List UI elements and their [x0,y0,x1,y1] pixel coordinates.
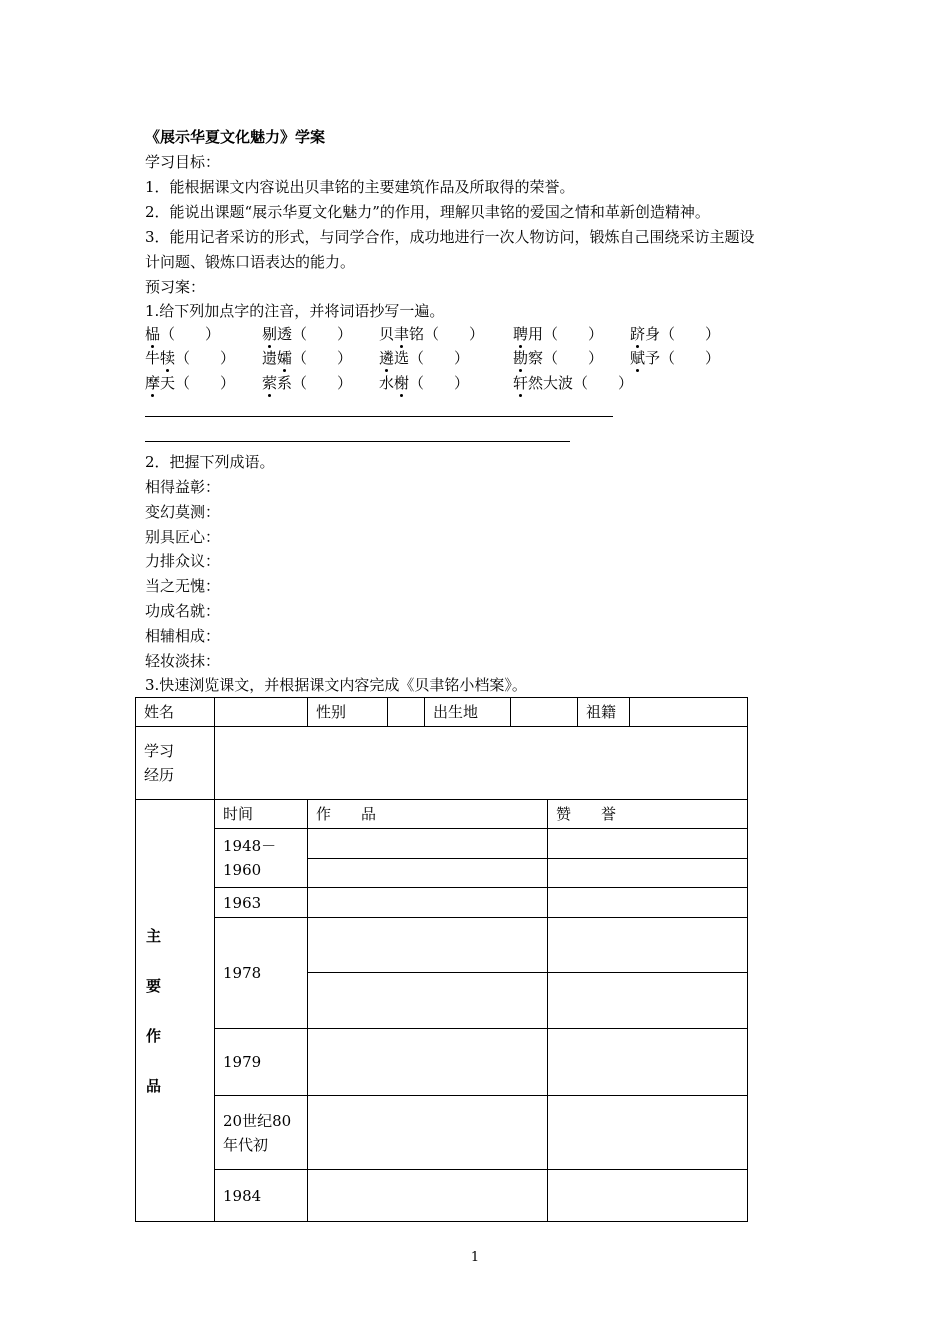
praise-cell[interactable] [548,1029,748,1096]
goals-heading: 学习目标： [145,153,221,171]
praise-cell[interactable] [548,1170,748,1222]
works-row-1978a [136,918,748,973]
praise-cell[interactable] [548,888,748,918]
ancestry-label: 祖籍 [578,698,630,727]
works-cell[interactable] [308,1029,548,1096]
year-1980s: 20世纪80 年代初 [215,1096,308,1170]
praise-cell[interactable] [548,1096,748,1170]
vocab-item: 剔透（ ） [262,325,353,343]
works-cell[interactable] [308,973,548,1029]
year-1984: 1984 [215,1170,308,1222]
answer-line-1 [145,416,613,417]
idiom-6: 功成名就： [145,602,221,620]
vocab-item: 勘察（ ） [513,349,604,367]
works-header-row [136,800,748,829]
gender-cell[interactable] [388,698,425,727]
idiom-8: 轻妆淡抹： [145,652,221,670]
vocab-item: 贝聿铭（ ） [379,325,485,343]
study-row [136,727,748,800]
works-cell[interactable] [308,829,548,859]
bei-archive-table [135,697,748,1222]
works-cell[interactable] [308,1096,548,1170]
year-1979: 1979 [215,1029,308,1096]
ancestry-cell[interactable] [630,698,748,727]
goal-3-cont: 计问题、锻炼口语表达的能力。 [145,253,356,271]
works-row-1948a [136,829,748,859]
gender-label: 性别 [308,698,388,727]
study-cell[interactable] [215,727,748,800]
page-number: 1 [470,1250,480,1265]
works-row-1980s [136,1096,748,1170]
praise-cell[interactable] [548,859,748,888]
birthplace-label: 出生地 [425,698,511,727]
works-row-1984 [136,1170,748,1222]
answer-line-2 [145,441,570,442]
praise-cell[interactable] [548,973,748,1029]
question-1: 1.给下列加点字的注音，并将词语抄写一遍。 [145,302,445,320]
vocab-item: 跻身（ ） [630,325,721,343]
vocab-item: 轩然大波（ ） [513,374,634,392]
praise-cell[interactable] [548,918,748,973]
question-2: 2．把握下列成语。 [145,453,275,471]
col-works-header: 作 品 [308,800,548,829]
birthplace-cell[interactable] [511,698,578,727]
vocab-item: 遴选（ ） [379,349,470,367]
works-cell[interactable] [308,918,548,973]
works-row-1963 [136,888,748,918]
doc-title: 《展示华夏文化魅力》学案 [145,128,326,146]
vocab-item: 榀（ ） [145,325,221,343]
study-label: 学习 经历 [136,727,215,800]
year-1948-1960: 1948－ 1960 [215,829,308,888]
col-praise-header: 赞 誉 [548,800,748,829]
name-cell[interactable] [215,698,308,727]
praise-cell[interactable] [548,829,748,859]
name-label: 姓名 [136,698,215,727]
vocab-item: 赋予（ ） [630,349,721,367]
vocab-item: 遗孀（ ） [262,349,353,367]
idiom-5: 当之无愧： [145,577,221,595]
idiom-1: 相得益彰： [145,478,221,496]
question-3: 3.快速浏览课文，并根据课文内容完成《贝聿铭小档案》。 [145,676,527,694]
vocab-item: 水榭（ ） [379,374,470,392]
col-time-header: 时间 [215,800,308,829]
idiom-4: 力排众议： [145,552,221,570]
basic-info-row [136,698,748,727]
works-cell[interactable] [308,888,548,918]
preview-heading: 预习案： [145,278,206,296]
goal-2: 2．能说出课题“展示华夏文化魅力”的作用，理解贝聿铭的爱国之情和革新创造精神。 [145,203,710,221]
year-1978: 1978 [215,918,308,1029]
vocab-item: 萦系（ ） [262,374,353,392]
vocab-item: 牛犊（ ） [145,349,236,367]
works-cell[interactable] [308,859,548,888]
works-cell[interactable] [308,1170,548,1222]
main-works-label: 主 要 作 品 [136,800,215,1222]
goal-3: 3．能用记者采访的形式，与同学合作，成功地进行一次人物访问，锻炼自己围绕采访主题设 [145,228,755,246]
works-row-1979 [136,1029,748,1096]
vocab-item: 摩天（ ） [145,374,236,392]
vocab-item: 聘用（ ） [513,325,604,343]
idiom-7: 相辅相成： [145,627,221,645]
year-1963: 1963 [215,888,308,918]
idiom-3: 别具匠心： [145,528,221,546]
goal-1: 1．能根据课文内容说出贝聿铭的主要建筑作品及所取得的荣誉。 [145,178,575,196]
idiom-2: 变幻莫测： [145,503,221,521]
